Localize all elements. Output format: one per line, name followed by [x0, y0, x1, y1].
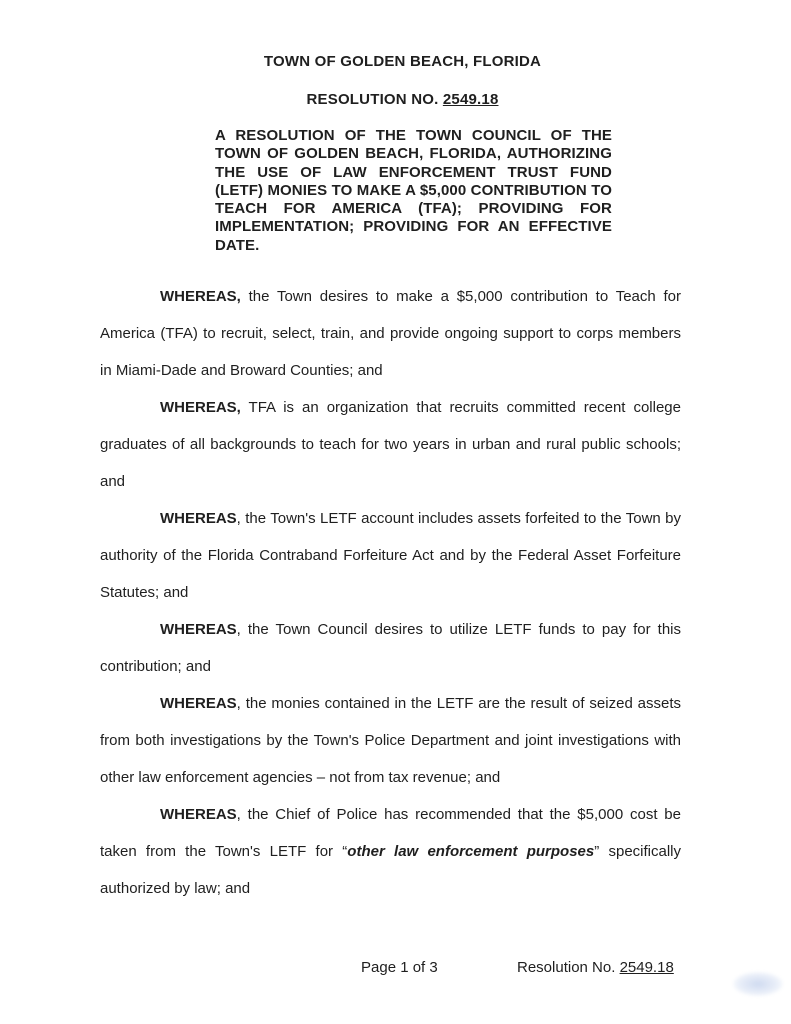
- resolution-number-line: [14, 91, 791, 108]
- whereas-paragraph: [100, 389, 681, 500]
- whereas-paragraph: [100, 685, 681, 796]
- footer-resolution-label: Resolution No.: [517, 959, 616, 976]
- whereas-lead: WHEREAS: [160, 510, 237, 527]
- paragraph-text: , the Town's LETF account includes assets forfeited to the Town by authority of the Florida Contraband Forfeiture Act and by the Federal Asset Forfeiture Statutes; and: [100, 510, 681, 601]
- resolution-title-block: A RESOLUTION OF THE TOWN COUNCIL OF THE TOWN OF GOLDEN BEACH, FLORIDA, AUTHORIZING THE USE OF LAW ENFORCEMENT TRUST FUND (LETF) MONIES TO MAKE A $5,000 CONTRIBUTION TO TEACH FOR AMERICA (TFA); PROVIDING FOR IMPLEMENTATION; PROVIDING FOR AN EFFECTIVE DATE.: [215, 127, 612, 254]
- paragraph-text: , the monies contained in the LETF are the result of seized assets from both investigations by the Town's Police Department and joint investigations with other law enforcement agencies – not from tax revenue; and: [100, 695, 681, 786]
- whereas-lead: WHEREAS,: [160, 288, 241, 305]
- whereas-lead: WHEREAS: [160, 806, 237, 823]
- whereas-paragraph: [100, 796, 681, 907]
- whereas-lead: WHEREAS: [160, 695, 237, 712]
- footer-resolution-line: [517, 959, 674, 976]
- whereas-paragraph: [100, 611, 681, 685]
- resolution-number-label: RESOLUTION NO.: [306, 91, 439, 108]
- document-title: TOWN OF GOLDEN BEACH, FLORIDA: [263, 53, 542, 70]
- whereas-lead: WHEREAS: [160, 621, 237, 638]
- whereas-paragraph: [100, 500, 681, 611]
- footer-resolution-number: 2549.18: [619, 959, 674, 976]
- whereas-paragraph: [100, 278, 681, 389]
- resolution-number: 2549.18: [442, 91, 499, 108]
- paragraph-text: , the Town Council desires to utilize LETF funds to pay for this contribution; and: [100, 621, 681, 675]
- document-body: [100, 278, 681, 907]
- paragraph-text: TFA is an organization that recruits committed recent college graduates of all backgrounds to teach for two years in urban and rural public schools; and: [100, 399, 681, 490]
- scan-smudge-artifact: [733, 972, 783, 996]
- paragraph-text: the Town desires to make a $5,000 contribution to Teach for America (TFA) to recruit, select, train, and provide ongoing support to corps members in Miami-Dade and Broward Counties; and: [100, 288, 681, 379]
- paragraph-text: , the Chief of Police has recommended that the $5,000 cost be taken from the Town's LETF for “: [100, 806, 681, 860]
- whereas-lead: WHEREAS,: [160, 399, 241, 416]
- paragraph-text: ” specifically authorized by law; and: [100, 843, 682, 897]
- page-number: Page 1 of 3: [361, 959, 438, 976]
- paragraph-text: other law enforcement purposes: [347, 843, 595, 860]
